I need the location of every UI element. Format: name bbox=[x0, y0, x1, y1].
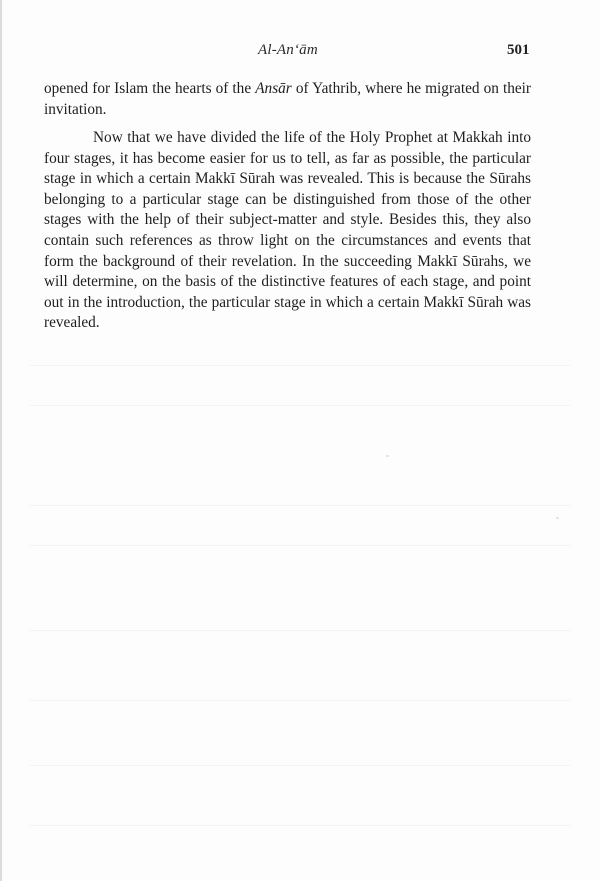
page-number: 501 bbox=[507, 42, 530, 58]
bleed-through-line bbox=[30, 825, 570, 826]
paragraph-text-trail: of Yathrib, where he migrated on their invitation. bbox=[44, 80, 532, 118]
bleed-through-line bbox=[30, 405, 570, 406]
bleed-through-line bbox=[30, 700, 570, 701]
bleed-through-line bbox=[30, 505, 570, 506]
paper-speck bbox=[386, 455, 389, 457]
running-head-title: Al-An‘ām bbox=[258, 42, 318, 58]
page-edge-shadow bbox=[0, 0, 2, 881]
paper-speck bbox=[556, 517, 559, 519]
paragraph-continuation bbox=[44, 79, 531, 120]
bleed-through-line bbox=[30, 365, 570, 366]
italic-term: Ansār bbox=[255, 80, 292, 97]
paragraph-text-lead: opened for Islam the hearts of the bbox=[44, 80, 256, 97]
paragraph-stages: Now that we have divided the life of the Holy Prophet at Makkah into four stages, it has become easier for us to tell, as far as possible, the particular stage in which a certain Makkī Sūrah was revealed. This is because the Sūrahs belonging to a particular stage can be distinguished from those of the other stages with the help of their subject-matter and style. Besides this, they also contain such references as throw light on the circumstances and events that form the background of their revelation. In the succeeding Makkī Sūrahs, we will determine, on the basis of the distinctive features of each stage, and point out in the introduction, the particular stage in which a certain Makkī Sūrah was revealed. bbox=[44, 129, 531, 332]
bleed-through-line bbox=[30, 765, 570, 766]
bleed-through-line bbox=[30, 545, 570, 546]
bleed-through-line bbox=[30, 630, 570, 631]
